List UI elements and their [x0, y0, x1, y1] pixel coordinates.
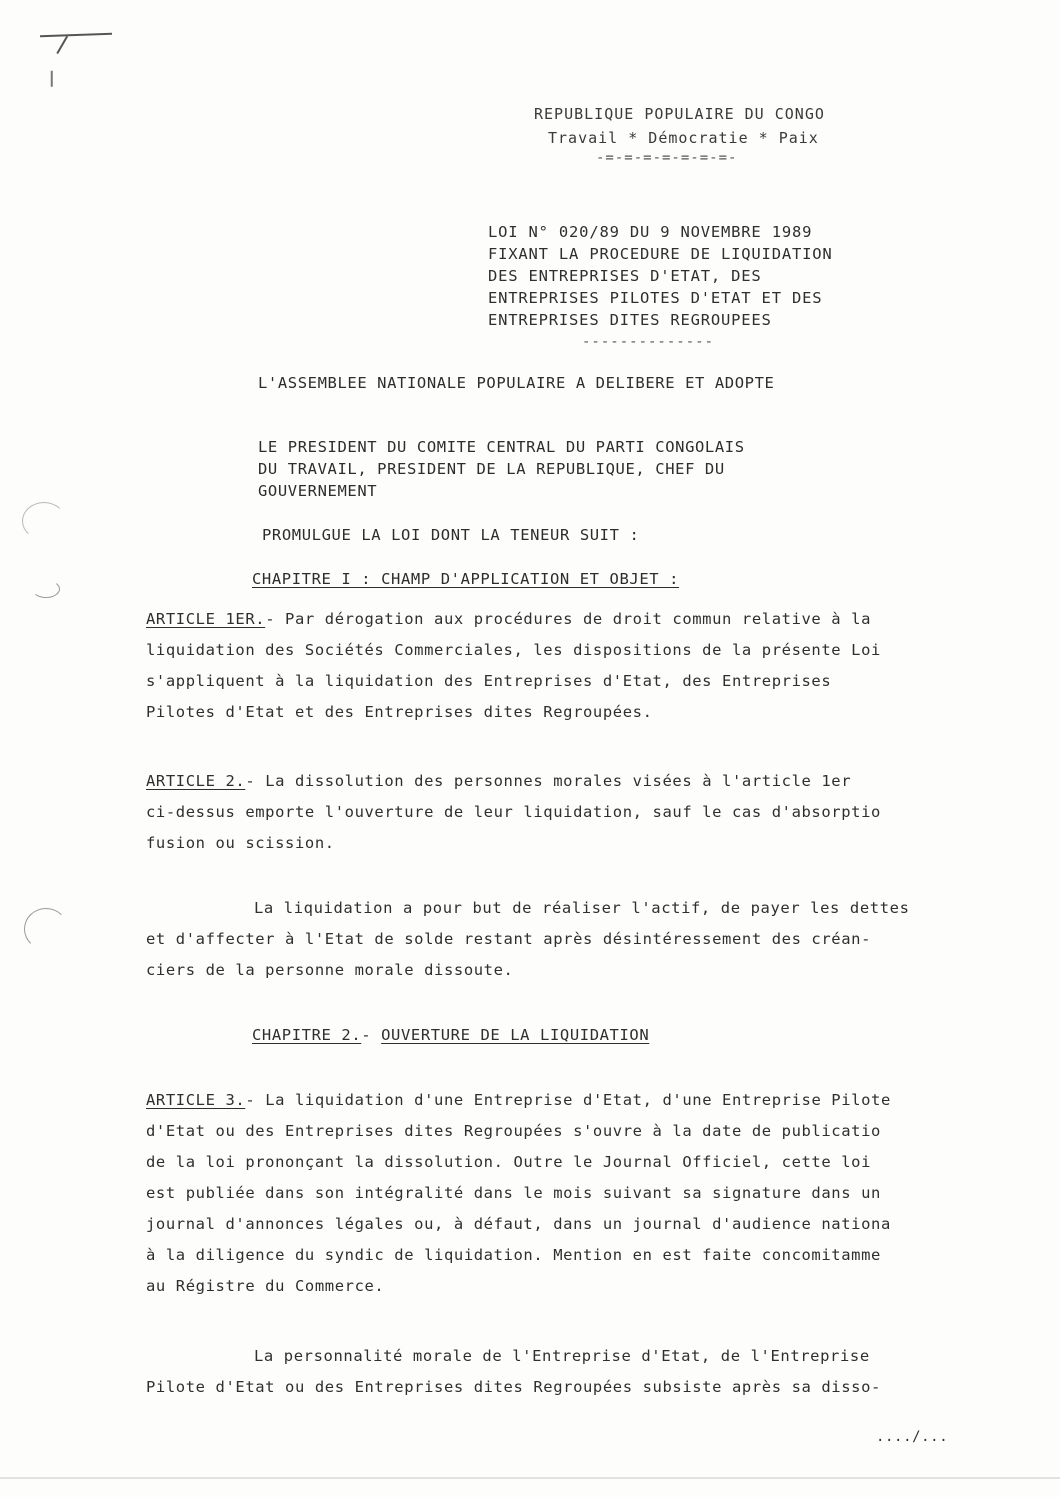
- law-title-line-3: DES ENTREPRISES D'ETAT, DES: [488, 267, 762, 285]
- article-1-line-3: s'appliquent à la liquidation des Entreprises d'Etat, des Entreprises: [146, 672, 832, 690]
- article-2-para-2-line-3: ciers de la personne morale dissoute.: [146, 961, 514, 979]
- law-title-line-4: ENTREPRISES PILOTES D'ETAT ET DES: [488, 289, 823, 307]
- national-motto: Travail * Démocratie * Paix: [548, 129, 819, 147]
- article-1-text-1: - Par dérogation aux procédures de droit commun relative à la: [265, 610, 872, 628]
- article-2-text-1: - La dissolution des personnes morales visées à l'article 1er: [245, 772, 852, 790]
- president-line-2: DU TRAVAIL, PRESIDENT DE LA REPUBLIQUE, CHEF DU: [258, 460, 725, 478]
- article-3-para-2-line-2: Pilote d'Etat ou des Entreprises dites Regroupées subsiste après sa disso-: [146, 1378, 881, 1396]
- article-1-line-1: [146, 604, 871, 635]
- article-1-line-2: liquidation des Sociétés Commerciales, les dispositions de la présente Loi: [146, 641, 881, 659]
- pen-scribble: [40, 33, 112, 37]
- pen-scribble-3: [51, 71, 53, 87]
- president-line-3: GOUVERNEMENT: [258, 482, 378, 500]
- article-3-line-1: [146, 1085, 891, 1116]
- article-3-label: ARTICLE 3.: [146, 1091, 246, 1109]
- article-2-line-3: fusion ou scission.: [146, 834, 335, 852]
- punch-hole-mark-3: [24, 908, 68, 950]
- article-3-line-3: de la loi prononçant la dissolution. Outre le Journal Officiel, cette loi: [146, 1153, 872, 1171]
- article-3-line-7: au Régistre du Commerce.: [146, 1277, 385, 1295]
- article-1-label: ARTICLE 1ER.: [146, 610, 266, 628]
- article-3-line-2: d'Etat ou des Entreprises dites Regroupées s'ouvre à la date de publicatio: [146, 1122, 881, 1140]
- article-3-line-6: à la diligence du syndic de liquidation. Mention en est faite concomitamme: [146, 1246, 881, 1264]
- article-3-line-4: est publiée dans son intégralité dans le mois suivant sa signature dans un: [146, 1184, 881, 1202]
- chapter-2-dash: -: [361, 1026, 382, 1044]
- punch-hole-mark: [22, 502, 66, 540]
- article-3-para-2-line-1: La personnalité morale de l'Entreprise d'Etat, de l'Entreprise: [254, 1347, 870, 1365]
- law-title-line-5: ENTREPRISES DITES REGROUPEES: [488, 311, 772, 329]
- article-2-line-1: [146, 766, 851, 797]
- article-2-line-2: ci-dessus emporte l'ouverture de leur liquidation, sauf le cas d'absorptio: [146, 803, 881, 821]
- pen-scribble-2: [56, 36, 67, 54]
- assembly-statement: L'ASSEMBLEE NATIONALE POPULAIRE A DELIBERE ET ADOPTE: [258, 374, 775, 392]
- article-2-label: ARTICLE 2.: [146, 772, 246, 790]
- president-line-1: LE PRESIDENT DU COMITE CENTRAL DU PARTI CONGOLAIS: [258, 438, 745, 456]
- title-separator: --------------: [582, 334, 715, 350]
- chapter-2-heading: [252, 1020, 649, 1051]
- header-separator: -=-=-=-=-=-=-=-: [596, 150, 738, 166]
- page-continuation-mark: ..../...: [876, 1429, 949, 1445]
- article-3-line-5: journal d'annonces légales ou, à défaut, dans un journal d'audience nationa: [146, 1215, 891, 1233]
- punch-hole-mark-2: [32, 580, 60, 598]
- chapter-1-heading: CHAPITRE I : CHAMP D'APPLICATION ET OBJET :: [252, 570, 680, 588]
- chapter-2-title: OUVERTURE DE LA LIQUIDATION: [381, 1026, 650, 1044]
- republic-name: REPUBLIQUE POPULAIRE DU CONGO: [534, 105, 825, 123]
- chapter-2-label: CHAPITRE 2.: [252, 1026, 362, 1044]
- scan-edge-line: [0, 1477, 1060, 1479]
- article-3-text-1: - La liquidation d'une Entreprise d'Etat, d'une Entreprise Pilote: [245, 1091, 891, 1109]
- law-title-line-1: LOI N° 020/89 DU 9 NOVEMBRE 1989: [488, 223, 813, 241]
- promulgation-statement: PROMULGUE LA LOI DONT LA TENEUR SUIT :: [262, 526, 640, 544]
- article-2-para-2-line-1: La liquidation a pour but de réaliser l'actif, de payer les dettes: [254, 899, 910, 917]
- article-2-para-2-line-2: et d'affecter à l'Etat de solde restant après désintéressement des créan-: [146, 930, 872, 948]
- law-title-line-2: FIXANT LA PROCEDURE DE LIQUIDATION: [488, 245, 833, 263]
- article-1-line-4: Pilotes d'Etat et des Entreprises dites Regroupées.: [146, 703, 653, 721]
